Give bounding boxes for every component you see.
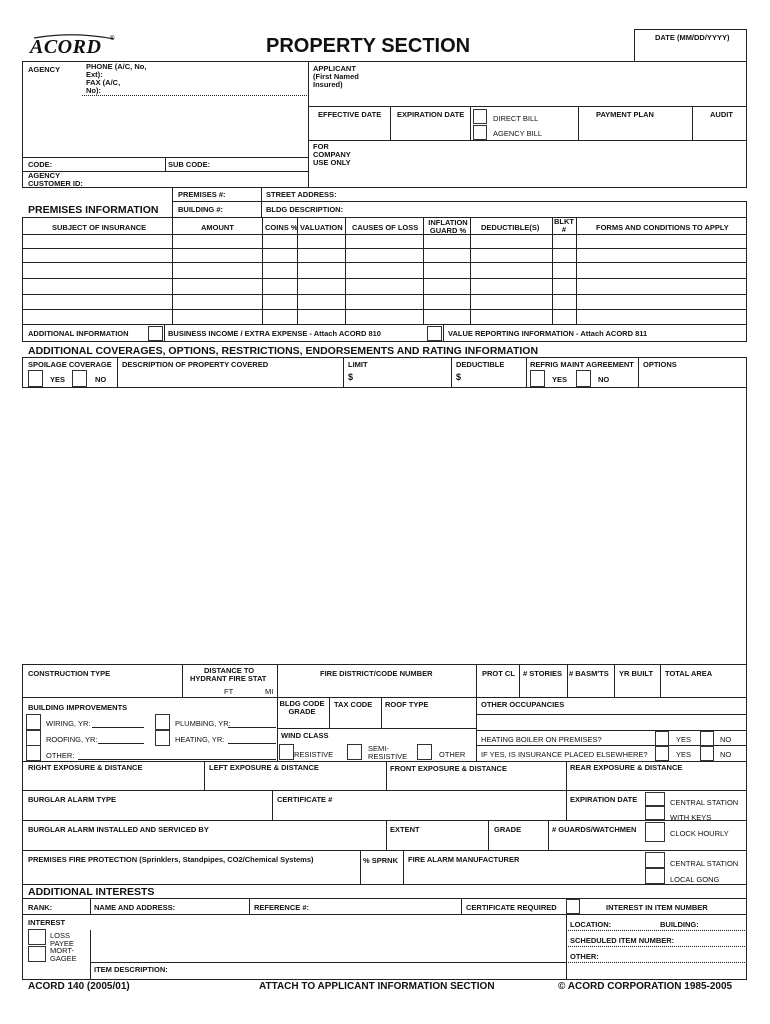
agency-label: AGENCY [28, 65, 61, 74]
certificate-label: CERTIFICATE # [277, 795, 333, 804]
plumbing-label: PLUMBING, YR: [175, 719, 231, 728]
col-blkt: BLKT # [554, 217, 574, 234]
front-exposure-label: FRONT EXPOSURE & DISTANCE [390, 764, 507, 773]
col-causes-of-loss: CAUSES OF LOSS [352, 223, 419, 232]
other-occupancies-label: OTHER OCCUPANCIES [481, 700, 565, 709]
building-label: BUILDING: [660, 920, 699, 929]
payment-plan-label: PAYMENT PLAN [596, 110, 654, 119]
options-label: OPTIONS [643, 360, 677, 369]
street-address-label: STREET ADDRESS: [266, 190, 337, 199]
premises-section-title: PREMISES INFORMATION [28, 204, 159, 216]
spoilage-coverage-label: SPOILAGE COVERAGE [28, 360, 112, 369]
roofing-checkbox[interactable] [26, 730, 41, 746]
roofing-year-input[interactable] [98, 743, 144, 744]
elsewhere-no-checkbox[interactable] [700, 746, 714, 761]
agency-code-label: CODE: [28, 160, 53, 169]
effective-date-label: EFFECTIVE DATE [318, 110, 382, 119]
form-id: ACORD 140 (2005/01) [28, 981, 130, 992]
extent-label: EXTENT [390, 825, 420, 834]
agency-subcode-label: SUB CODE: [168, 160, 211, 169]
audit-label: AUDIT [710, 110, 733, 119]
scheduled-item-label: SCHEDULED ITEM NUMBER: [570, 936, 675, 945]
building-improvements-label: BUILDING IMPROVEMENTS [28, 703, 128, 712]
additional-coverages-title: ADDITIONAL COVERAGES, OPTIONS, RESTRICTIONS, ENDORSEMENTS AND RATING INFORMATION [28, 345, 539, 357]
col-inflation-guard: INFLATION GUARD % [428, 218, 468, 235]
agency-bill-checkbox[interactable] [473, 125, 487, 140]
attach-instruction: ATTACH TO APPLICANT INFORMATION SECTION [259, 981, 495, 992]
hydrant-fire-stat-label: HYDRANT FIRE STAT [190, 674, 267, 683]
fire-district-label: FIRE DISTRICT/CODE NUMBER [320, 669, 433, 678]
direct-bill-label: DIRECT BILL [493, 114, 539, 123]
mi-label: MI [265, 687, 274, 696]
interest-label: INTEREST [28, 918, 66, 927]
deductible-dollar: $ [456, 372, 462, 382]
agency-bill-label: AGENCY BILL [493, 129, 543, 138]
boiler-no-checkbox[interactable] [700, 731, 714, 746]
business-income-checkbox[interactable] [148, 326, 163, 341]
bldg-description-label: BLDG DESCRIPTION: [266, 205, 344, 214]
certificate-required-checkbox[interactable] [566, 899, 580, 914]
refrig-no-checkbox[interactable] [576, 370, 591, 387]
other-improvement-label: OTHER: [46, 751, 75, 760]
elsewhere-no-label: NO [720, 750, 732, 759]
bldg-code-grade-label: BLDG CODE GRADE [279, 699, 325, 716]
wind-other-label: OTHER [439, 750, 466, 759]
alarm-expiration-label: EXPIRATION DATE [570, 795, 638, 804]
additional-interests-title: ADDITIONAL INTERESTS [28, 886, 155, 898]
direct-bill-checkbox[interactable] [473, 109, 487, 124]
grade-label: GRADE [494, 825, 522, 834]
basmts-label: # BASM'TS [569, 669, 609, 678]
ft-label: FT [224, 687, 234, 696]
property-description-label: DESCRIPTION OF PROPERTY COVERED [122, 360, 269, 369]
spoilage-no-checkbox[interactable] [72, 370, 87, 387]
roof-type-label: ROOF TYPE [385, 700, 429, 709]
acord-logo [28, 33, 118, 58]
boiler-yes-label: YES [676, 735, 692, 744]
deductible-label: DEDUCTIBLE [456, 360, 505, 369]
boiler-no-label: NO [720, 735, 732, 744]
date-label: DATE (MM/DD/YYYY) [655, 33, 730, 42]
loss-payee-checkbox[interactable] [28, 929, 46, 945]
yr-built-label: YR BUILT [619, 669, 654, 678]
interest-item-number-label: INTEREST IN ITEM NUMBER [606, 903, 708, 912]
with-keys-label: WITH KEYS [670, 813, 712, 822]
spoilage-no-label: NO [95, 375, 107, 384]
agency-customer-id-label: AGENCY CUSTOMER ID: [28, 171, 83, 188]
tax-code-label: TAX CODE [334, 700, 373, 709]
wind-class-label: WIND CLASS [281, 731, 329, 740]
interest-other-label: OTHER: [570, 952, 599, 961]
col-forms-conditions: FORMS AND CONDITIONS TO APPLY [596, 223, 729, 232]
wind-resistive-label: RESISTIVE [294, 750, 334, 759]
prot-cl-label: PROT CL [482, 669, 515, 678]
total-area-label: TOTAL AREA [665, 669, 713, 678]
insured-elsewhere-label: IF YES, IS INSURANCE PLACED ELSEWHERE? [481, 750, 648, 759]
wiring-label: WIRING, YR: [46, 719, 91, 728]
premises-number-label: PREMISES #: [178, 190, 226, 199]
local-gong-label: LOCAL GONG [670, 875, 720, 884]
refrig-maint-label: REFRIG MAINT AGREEMENT [530, 360, 634, 369]
refrig-no-label: NO [598, 375, 610, 384]
alarm-installed-by-label: BURGLAR ALARM INSTALLED AND SERVICED BY [28, 825, 209, 834]
heating-year-input[interactable] [228, 743, 276, 744]
with-keys-checkbox[interactable] [645, 806, 665, 820]
limit-label: LIMIT [348, 360, 368, 369]
heating-checkbox[interactable] [155, 730, 170, 746]
acord-logo-text: ACORD [30, 36, 102, 58]
mortgagee-label: MORT- GAGEE [50, 946, 77, 963]
refrig-yes-checkbox[interactable] [530, 370, 545, 387]
right-exposure-label: RIGHT EXPOSURE & DISTANCE [28, 763, 143, 772]
value-reporting-checkbox[interactable] [427, 326, 442, 341]
refrig-yes-label: YES [552, 375, 568, 384]
phone-label: PHONE (A/C, No, Ext): [86, 62, 147, 79]
heating-boiler-label: HEATING BOILER ON PREMISES? [481, 735, 602, 744]
fax-label: FAX (A/C, No): [86, 78, 121, 95]
reference-label: REFERENCE #: [254, 903, 310, 912]
expiration-date-label: EXPIRATION DATE [397, 110, 465, 119]
item-description-label: ITEM DESCRIPTION: [94, 965, 168, 974]
wiring-year-input[interactable] [92, 727, 144, 728]
plumbing-year-input[interactable] [228, 727, 276, 728]
spoilage-yes-label: YES [50, 375, 66, 384]
sprnk-label: % SPRNK [363, 856, 399, 865]
burglar-alarm-type-label: BURGLAR ALARM TYPE [28, 795, 117, 804]
distance-to-label: DISTANCE TO [204, 666, 255, 675]
other-improvement-input[interactable] [78, 759, 276, 760]
copyright: © ACORD CORPORATION 1985-2005 [558, 981, 733, 992]
col-amount: AMOUNT [201, 223, 234, 232]
limit-dollar: $ [348, 372, 354, 382]
loss-payee-label: LOSS PAYEE [50, 931, 74, 948]
plumbing-checkbox[interactable] [155, 714, 170, 730]
stories-label: # STORIES [523, 669, 563, 678]
left-exposure-label: LEFT EXPOSURE & DISTANCE [209, 763, 319, 772]
rank-label: RANK: [28, 903, 53, 912]
location-label: LOCATION: [570, 920, 612, 929]
name-address-label: NAME AND ADDRESS: [94, 903, 176, 912]
fire-alarm-mfr-label: FIRE ALARM MANUFACTURER [408, 855, 520, 864]
elsewhere-yes-checkbox[interactable] [655, 746, 669, 761]
wind-semi-resistive-label: SEMI- RESISTIVE [368, 744, 408, 761]
construction-type-label: CONSTRUCTION TYPE [28, 669, 111, 678]
company-use-label: FOR COMPANY USE ONLY [313, 142, 351, 167]
svg-text:®: ® [110, 36, 115, 42]
page-title: PROPERTY SECTION [266, 35, 471, 57]
fire-central-station-label: CENTRAL STATION [670, 859, 739, 868]
heating-label: HEATING, YR: [175, 735, 225, 744]
fire-central-station-checkbox[interactable] [645, 852, 665, 868]
central-station-label: CENTRAL STATION [670, 798, 739, 807]
mortgagee-checkbox[interactable] [28, 946, 46, 962]
col-coins: COINS % [265, 223, 298, 232]
rear-exposure-label: REAR EXPOSURE & DISTANCE [570, 763, 683, 772]
guards-watchmen-label: # GUARDS/WATCHMEN [552, 825, 637, 834]
col-deductibles: DEDUCTIBLE(S) [481, 223, 540, 232]
wind-other-checkbox[interactable] [417, 744, 432, 760]
building-number-label: BUILDING #: [178, 205, 223, 214]
business-income-label: BUSINESS INCOME / EXTRA EXPENSE - Attach ACORD 810 [168, 329, 381, 338]
clock-hourly-label: CLOCK HOURLY [670, 829, 729, 838]
col-valuation: VALUATION [300, 223, 343, 232]
wind-semi-resistive-checkbox[interactable] [347, 744, 362, 760]
other-improvement-checkbox[interactable] [26, 745, 41, 761]
roofing-label: ROOFING, YR: [46, 735, 98, 744]
wind-resistive-checkbox[interactable] [279, 744, 294, 760]
local-gong-checkbox[interactable] [645, 868, 665, 884]
boiler-yes-checkbox[interactable] [655, 731, 669, 746]
fire-protection-label: PREMISES FIRE PROTECTION (Sprinklers, Standpipes, CO2/Chemical Systems) [28, 855, 314, 864]
spoilage-yes-checkbox[interactable] [28, 370, 43, 387]
wiring-checkbox[interactable] [26, 714, 41, 730]
central-station-checkbox[interactable] [645, 792, 665, 806]
value-reporting-label: VALUE REPORTING INFORMATION - Attach ACORD 811 [448, 329, 648, 338]
elsewhere-yes-label: YES [676, 750, 692, 759]
clock-hourly-checkbox[interactable] [645, 822, 665, 842]
certificate-required-label: CERTIFICATE REQUIRED [466, 903, 557, 912]
col-subject-of-insurance: SUBJECT OF INSURANCE [52, 223, 147, 232]
applicant-label: APPLICANT (First Named Insured) [313, 64, 359, 89]
additional-information-label: ADDITIONAL INFORMATION [28, 329, 129, 338]
